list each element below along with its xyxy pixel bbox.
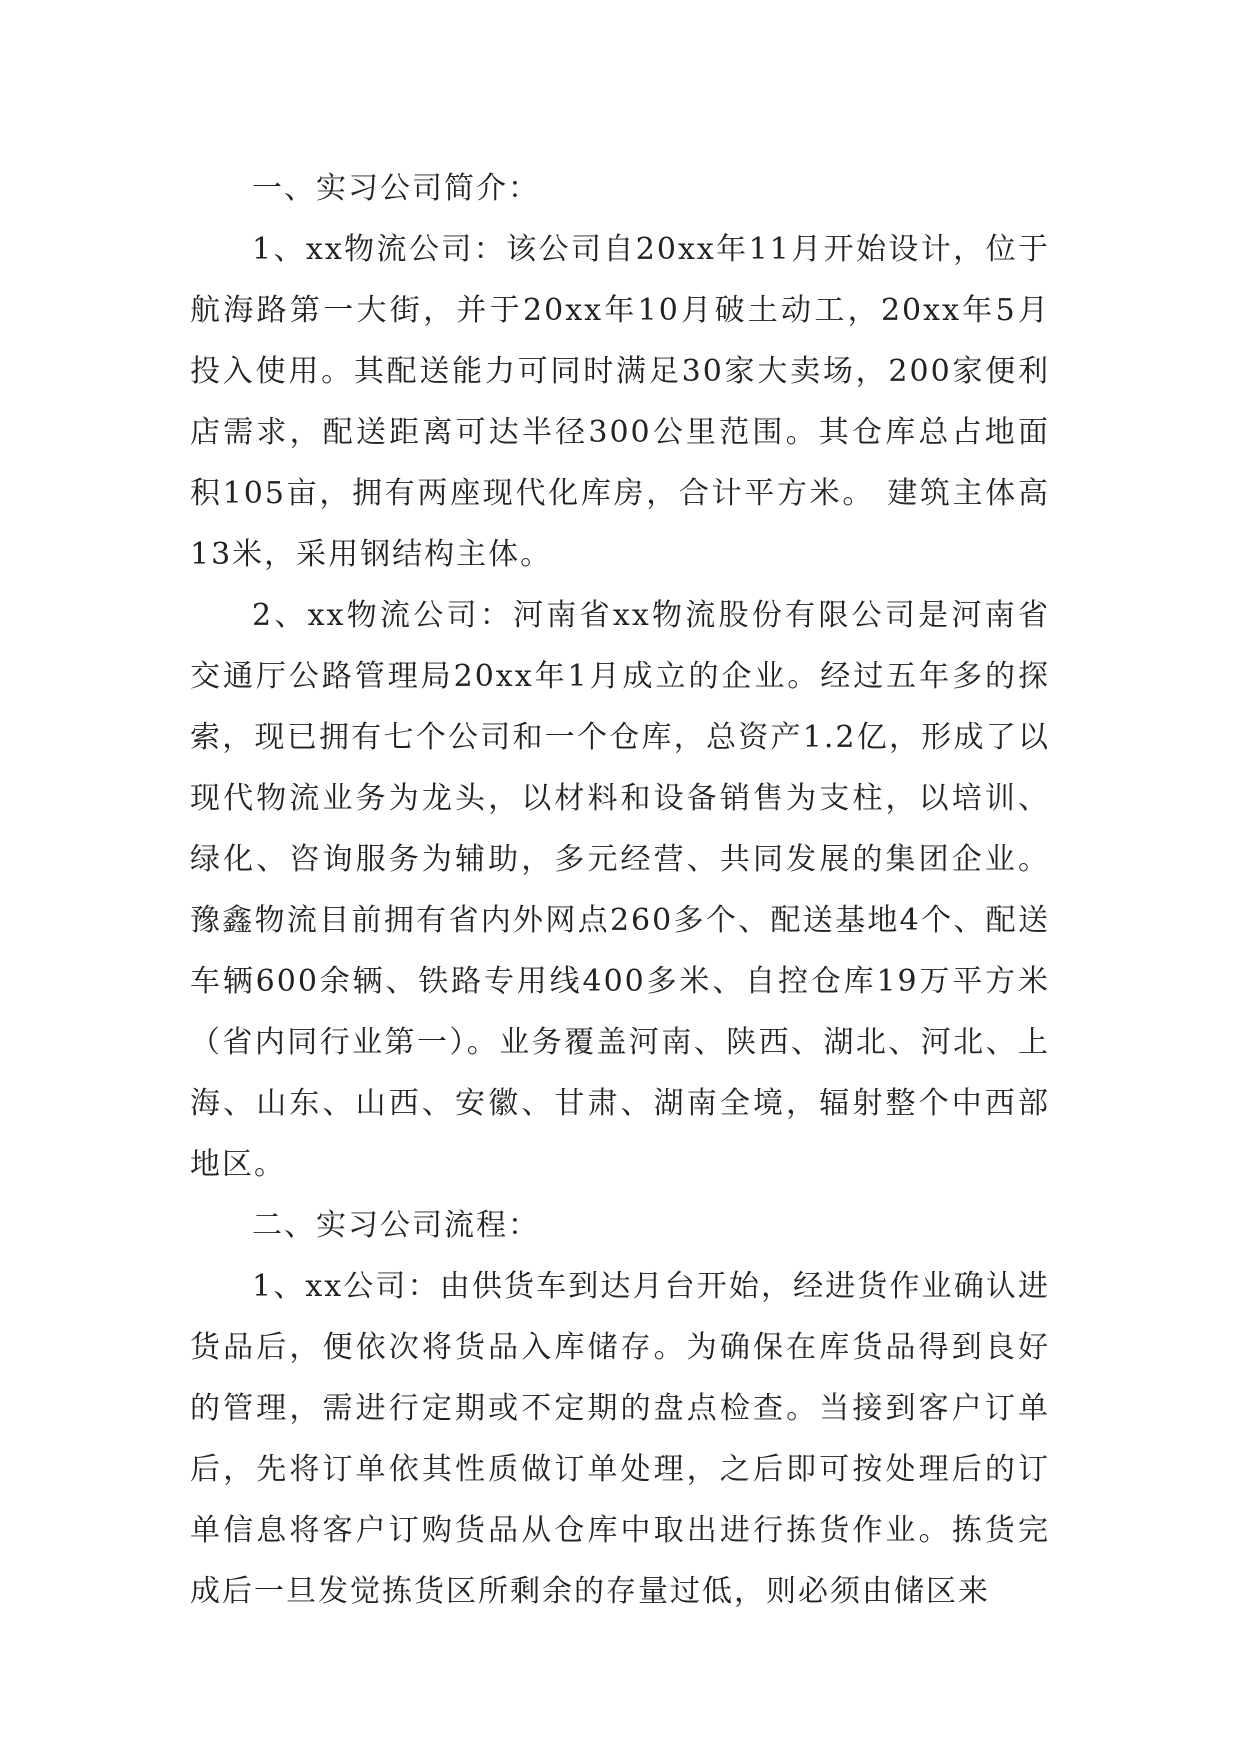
paragraph-company-1: 1、xx物流公司：该公司自20xx年11月开始设计，位于航海路第一大街，并于20xx年10月破土动工，20xx年5月投入使用。其配送能力可同时满足30家大卖场，200家便利店需求，配送距离可达半径300公里范围。其仓库总占地面积105亩，拥有两座现代化库房，合计平方米。 建筑主体高13米，采用钢结构主体。 xyxy=(190,232,1050,572)
section-heading-company-intro: 一、实习公司简介： xyxy=(252,171,540,206)
section-heading-company-process: 二、实习公司流程： xyxy=(252,1208,540,1243)
paragraph-company-2: 2、xx物流公司：河南省xx物流股份有限公司是河南省交通厅公路管理局20xx年1月成立的企业。经过五年多的探索，现已拥有七个公司和一个仓库，总资产1.2亿，形成了以现代物流业务为龙头，以材料和设备销售为支柱，以培训、绿化、咨询服务为辅助，多元经营、共同发展的集团企业。豫鑫物流目前拥有省内外网点260多个、配送基地4个、配送车辆600余辆、铁路专用线400多米、自控仓库19万平方米（省内同行业第一）。业务覆盖河南、陕西、湖北、河北、上海、山东、山西、安徽、甘肃、湖南全境，辐射整个中西部地区。 xyxy=(190,598,1050,1182)
document-body xyxy=(190,158,1050,1622)
paragraph-process-1: 1、xx公司：由供货车到达月台开始，经进货作业确认进货品后，便依次将货品入库储存。为确保在库货品得到良好的管理，需进行定期或不定期的盘点检查。当接到客户订单后，先将订单依其性质做订单处理，之后即可按处理后的订单信息将客户订购货品从仓库中取出进行拣货作业。拣货完成后一旦发觉拣货区所剩余的存量过低，则必须由储区来 xyxy=(190,1269,1050,1609)
